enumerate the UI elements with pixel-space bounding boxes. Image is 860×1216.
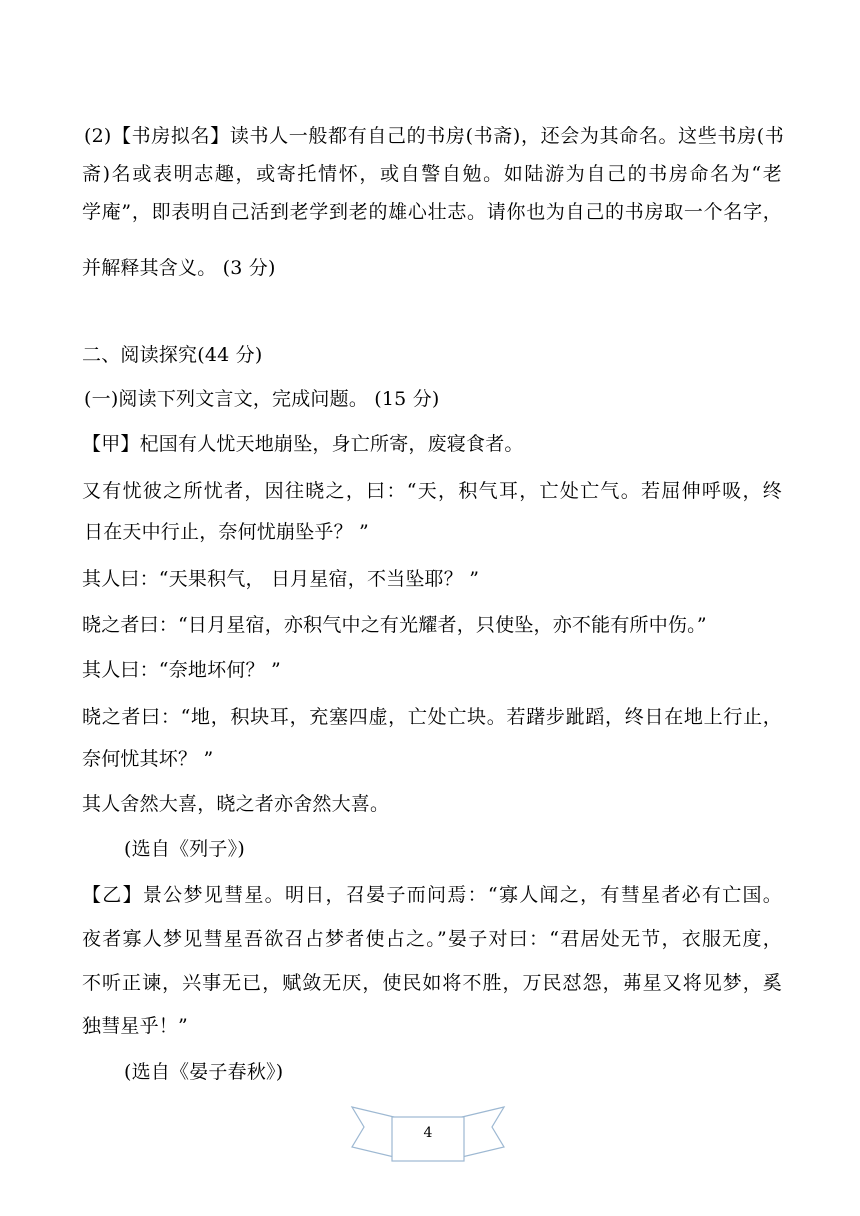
passage-jia-line-2: 又有忧彼之所忧者，因往晓之，曰：“天，积气耳，亡处亡气。若屈伸呼吸，终 bbox=[82, 480, 782, 502]
q2-line-3: 学庵”，即表明自己活到老学到老的雄心壮志。请你也为自己的书房取一个名字， bbox=[82, 201, 782, 223]
passage-jia-line-5: 晓之者曰：“日月星宿，亦积气中之有光耀者，只使坠，亦不能有所中伤。” bbox=[82, 614, 707, 636]
ribbon-right-tail bbox=[462, 1107, 504, 1157]
passage-jia-line-6: 其人曰：“奈地坏何？ ” bbox=[82, 659, 281, 681]
passage-yi-line-4: 独彗星乎！” bbox=[82, 1015, 188, 1037]
source-liezi: (选自《列子》) bbox=[124, 838, 245, 860]
passage-yi-line-3: 不听正谏，兴事无已，赋敛无厌，使民如将不胜，万民怼怨，茀星又将见梦，奚 bbox=[82, 972, 782, 994]
passage-yi-line-2: 夜者寡人梦见彗星吾欲召占梦者使占之。”晏子对曰：“君居处无节，衣服无度， bbox=[82, 928, 782, 950]
page-number: 4 bbox=[423, 1125, 433, 1141]
source-yanzi: (选自《晏子春秋》) bbox=[124, 1061, 284, 1083]
ribbon-left-tail bbox=[352, 1107, 394, 1157]
passage-jia-line-1: 【甲】杞国有人忧天地崩坠，身亡所寄，废寝食者。 bbox=[82, 433, 524, 455]
subsection-heading: (一)阅读下列文言文，完成问题。 (15 分) bbox=[84, 388, 440, 410]
section-heading: 二、阅读探究(44 分) bbox=[82, 344, 263, 366]
passage-jia-line-4: 其人曰：“天果积气， 日月星宿，不当坠耶？ ” bbox=[82, 568, 480, 590]
q2-line-4: 并解释其含义。 (3 分) bbox=[82, 257, 276, 279]
passage-jia-line-7: 晓之者曰：“地，积块耳，充塞四虚，亡处亡块。若躇步跐蹈，终日在地上行止， bbox=[82, 706, 782, 728]
q2-line-1: (2)【书房拟名】读书人一般都有自己的书房(书斋)，还会为其命名。这些书房(书 bbox=[84, 125, 784, 147]
q2-line-2: 斋)名或表明志趣，或寄托情怀，或自警自勉。如陆游为自己的书房命名为“老 bbox=[82, 163, 782, 185]
passage-yi-line-1: 【乙】景公梦见彗星。明日，召晏子而问焉：“寡人闻之，有彗星者必有亡国。 bbox=[82, 884, 782, 906]
passage-jia-line-8: 奈何忧其坏？ ” bbox=[82, 748, 214, 770]
passage-jia-line-3: 日在天中行止，奈何忧崩坠乎？ ” bbox=[84, 521, 369, 543]
passage-jia-line-9: 其人舍然大喜，晓之者亦舍然大喜。 bbox=[82, 793, 390, 815]
